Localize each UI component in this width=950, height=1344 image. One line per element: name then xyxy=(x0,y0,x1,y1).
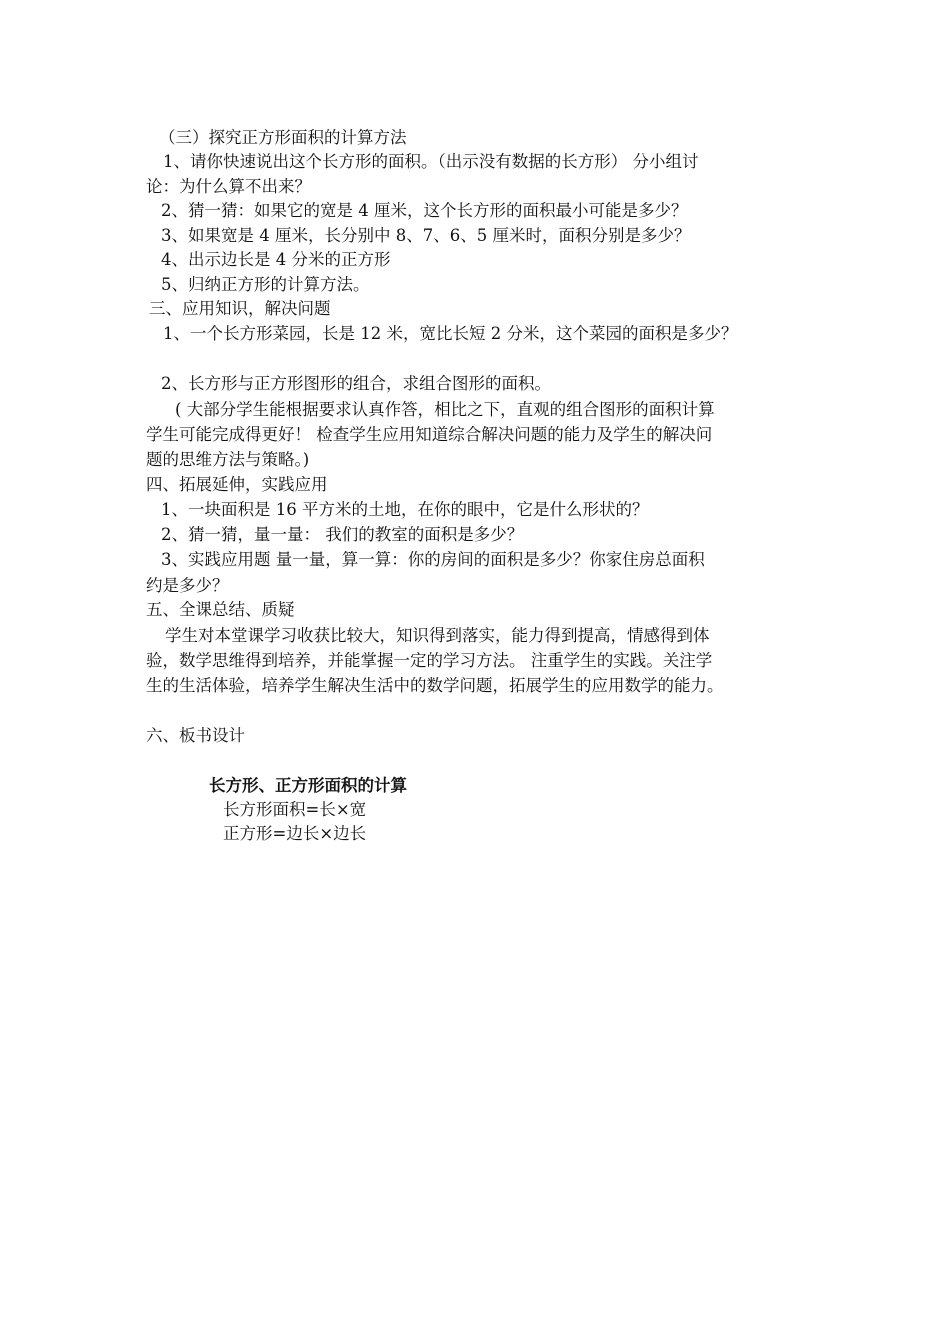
rectangle-area-formula: 长方形面积=长×宽 xyxy=(223,800,367,819)
paragraph-line: 5、归纳正方形的计算方法。 xyxy=(161,275,370,294)
section-heading: 三、应用知识，解决问题 xyxy=(149,299,331,318)
paragraph-line: 3、如果宽是 4 厘米，长分别中 8、7、6、5 厘米时，面积分别是多少？ xyxy=(161,226,691,245)
section-heading: 五、全课总结、质疑 xyxy=(146,600,295,619)
paragraph-line: 1、请你快速说出这个长方形的面积。（出示没有数据的长方形） 分小组讨 xyxy=(163,152,699,171)
paragraph-line: 1、一块面积是 16 平方米的土地，在你的眼中，它是什么形状的？ xyxy=(161,500,649,519)
paragraph-line: 2、猜一猜，量一量： 我们的教室的面积是多少？ xyxy=(161,525,524,544)
section-heading: 六、板书设计 xyxy=(146,726,245,745)
section-heading: 四、拓展延伸，实践应用 xyxy=(146,475,328,494)
paragraph-line: 2、长方形与正方形图形的组合，求组合图形的面积。 xyxy=(161,374,551,393)
paragraph-line: 题的思维方法与策略。) xyxy=(146,450,310,469)
board-title: 长方形、正方形面积的计算 xyxy=(209,776,407,795)
paragraph-line: 生的生活体验，培养学生解决生活中的数学问题，拓展学生的应用数学的能力。 xyxy=(146,676,724,695)
section-heading: （三）探究正方形面积的计算方法 xyxy=(159,128,407,147)
square-area-formula: 正方形=边长×边长 xyxy=(223,824,367,843)
paragraph-line: 论：为什么算不出来？ xyxy=(146,177,311,196)
paragraph-line: 学生对本堂课学习收获比较大，知识得到落实，能力得到提高，情感得到体 xyxy=(165,626,710,645)
paragraph-line: 1、一个长方形菜园，长是 12 米，宽比长短 2 分米，这个菜园的面积是多少？ xyxy=(163,324,738,343)
paragraph-line: 验，数学思维得到培养，并能掌握一定的学习方法。 注重学生的实践。关注学 xyxy=(146,651,713,670)
paragraph-line: 3、实践应用题 量一量，算一算：你的房间的面积是多少？你家住房总面积 xyxy=(161,550,705,569)
paragraph-line: 学生可能完成得更好！ 检查学生应用知道综合解决问题的能力及学生的解决问 xyxy=(146,425,713,444)
paragraph-line: 2、猜一猜：如果它的宽是 4 厘米，这个长方形的面积最小可能是多少？ xyxy=(161,201,688,220)
paragraph-line: ( 大部分学生能根据要求认真作答，相比之下，直观的组合图形的面积计算 xyxy=(175,400,715,419)
paragraph-line: 4、出示边长是 4 分米的正方形 xyxy=(161,250,391,269)
paragraph-line: 约是多少？ xyxy=(146,576,229,595)
